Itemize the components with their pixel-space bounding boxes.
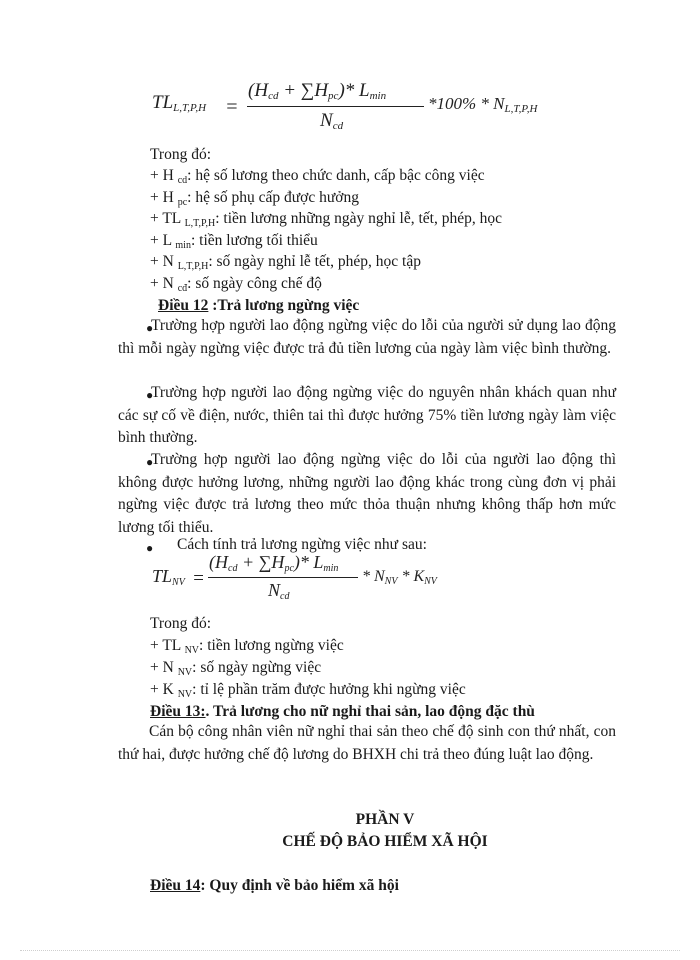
- where-title-2: Trong đó:: [150, 615, 212, 632]
- formula2-tail: * $N_{NV} * K_{NV}$: [362, 568, 437, 587]
- bullet-icon: ●: [146, 455, 154, 469]
- where-item-description: : hệ số lương theo chức danh, cấp bậc công việc: [187, 167, 485, 184]
- article-12-label: Điều 12: [158, 297, 209, 314]
- where-item-description: : tỉ lệ phần trăm được hưởng khi ngừng việc: [192, 681, 466, 698]
- where-item: [150, 680, 466, 700]
- where-item-description: : số ngày công chế độ: [187, 274, 322, 292]
- article-12-bullet-4: Cách tính trả lương ngừng việc như sau:: [177, 536, 427, 553]
- where-item-subscript: L,T,P,H: [184, 218, 216, 229]
- where-item: [150, 274, 322, 294]
- bullet-icon: ●: [146, 541, 154, 555]
- where-item-subscript: NV: [177, 667, 193, 678]
- where-item-symbol: + H: [150, 167, 174, 184]
- where-item-symbol: + N: [150, 253, 174, 270]
- where-item: [150, 188, 359, 208]
- part-subheading: CHẾ ĐỘ BẢO HIỂM XÃ HỘI: [282, 833, 488, 850]
- where-item-description: : tiền lương ngừng việc: [199, 637, 344, 654]
- article-13-heading: [150, 702, 535, 722]
- where-item-symbol: + K: [150, 681, 174, 698]
- formula2-fraction-bar: [208, 577, 358, 578]
- where-item: [150, 209, 502, 229]
- where-item-symbol: + H: [150, 188, 174, 206]
- article-14-title: : Quy định về bảo hiểm xã hội: [200, 877, 399, 894]
- where-item-symbol: + N: [150, 659, 174, 676]
- formula1-tail: $*100\% * N_{L,T,P,H}$: [428, 94, 538, 115]
- article-12-bullet-3: Trường hợp người lao động ngừng việc do lỗi của người lao động thì không được hưởng lương, những người lao động khác trong cùng đơn vị phải ngừng việc được trả lương theo mức thỏa thuận nhưng không thấp hơn mức lương tối thiểu.: [118, 451, 616, 536]
- article-12-bullet-1: Trường hợp người lao động ngừng việc do lỗi của người sử dụng lao động thì mỗi ngày ngừng việc được trả đủ tiền lương của ngày làm việc bình thường.: [118, 317, 616, 357]
- article-14-label: Điều 14: [150, 877, 201, 894]
- where-item-subscript: pc: [177, 196, 188, 208]
- where-item: [150, 658, 321, 678]
- part-heading: PHẦN V: [355, 811, 415, 828]
- article-13-title: . Trả lương cho nữ nghỉ thai sản, lao động đặc thù: [205, 703, 535, 720]
- where-item-description: : hệ số phụ cấp được hưởng: [187, 188, 359, 206]
- where-item-subscript: min: [175, 239, 191, 251]
- where-title-1: Trong đó:: [150, 146, 212, 163]
- formula2-numerator: $(H_{cd} + \sum H_{pc})*$ $L_{min}$: [209, 552, 339, 574]
- where-item-symbol: + TL: [150, 210, 181, 227]
- formula1-numerator: $(H_{cd} + \sum H_{pc})*$ $L_{min}$: [248, 80, 387, 102]
- where-item-subscript: NV: [177, 689, 193, 700]
- page-bottom-divider: [20, 950, 680, 951]
- article-12-heading: [158, 296, 359, 316]
- where-item-description: : tiền lương tối thiểu: [190, 231, 318, 249]
- bullet-icon: ●: [146, 388, 154, 402]
- formula2-denominator: $N_{cd}$: [268, 580, 290, 602]
- formula1-lhs: $TL_{L,T,P,H}$: [152, 92, 207, 114]
- where-item: [150, 231, 318, 251]
- where-item-subscript: cd: [177, 175, 188, 186]
- article-12-bullet-2: Trường hợp người lao động ngừng việc do nguyên nhân khách quan như các sự cố về điện, nước, thiên tai thì được hưởng 75% tiền lương ngày làm việc bình thường.: [118, 384, 616, 446]
- where-item: [150, 636, 344, 656]
- where-item-symbol: + L: [150, 231, 172, 249]
- where-item-description: : tiền lương những ngày nghỉ lễ, tết, phép, học: [215, 210, 502, 227]
- formula2-lhs: $TL_{NV}$: [152, 566, 185, 588]
- article-12-title: :Trả lương ngừng việc: [208, 297, 360, 314]
- formula1-denominator: $N_{cd}$: [320, 110, 344, 132]
- where-item-symbol: + N: [150, 274, 174, 292]
- article-13-body: Cán bộ công nhân viên nữ nghỉ thai sản theo chế độ sinh con thứ nhất, con thứ hai, được hưởng chế độ lương do BHXH chi trả theo đúng luật lao động.: [118, 723, 616, 763]
- where-item: [150, 252, 421, 272]
- where-item-symbol: + TL: [150, 637, 181, 654]
- where-item-description: : số ngày ngừng việc: [192, 659, 322, 676]
- document-page: $TL_{L,T,P,H}$ = $(H_{cd} + \sum H_{pc})*$ $L_{min}$ $N_{cd}$ $*100\% * N_{L,T,P,H}$ Trong đó: + H $_{cd}$: hệ số lương theo chức danh, cấp bậc công việc + H $_{pc}$: hệ số phụ cấp được hưởng + TL $_{L,T,P,H}$: tiền lương những ngày nghỉ lễ, tết, phép, học + L $_{min}$: tiền lương tối thiểu + N $_{L,T,P,H}$: số ngày nghỉ lễ tết, phép, học tập + N $_{cđ}$: số ngày công chế độ Điều 12 :Trả lương ngừng việc ● Trường hợp người lao động ngừng việc do lỗi của người sử dụng lao động thì mỗi ngày ngừng việc được trả đủ tiền lương của ngày làm việc bình thường. ● Trường hợp người lao động ngừng việc do nguyên nhân khách quan như các sự cố về điện, nước, thiên tai thì được hưởng 75% tiền lương ngày làm việc bình thường. ● Trường hợp người lao động ngừng việc do lỗi của người lao động thì không được hưởng lương, những người lao động khác trong cùng đơn vị phải ngừng việc được trả lương theo mức thỏa thuận nhưng không thấp hơn mức lương tối thiểu. ● Cách tính trả lương ngừng việc như sau: $TL_{NV}$ = $(H_{cd} + \sum H_{pc})*$ $L_{min}$ $N_{cd}$ * $N_{NV} * K_{NV}$ Trong đó: + TL $_{NV}$: tiền lương ngừng việc + N $_{NV}$: số ngày ngừng việc + K $_{NV}$: tỉ lệ phần trăm được hưởng khi ngừng việc Điều 13:. Trả lương cho nữ nghỉ thai sản, lao động đặc thù Cán bộ công nhân viên nữ nghỉ thai sản theo chế độ sinh con thứ nhất, con thứ hai, được hưởng chế độ lương do BHXH chi trả theo đúng luật lao động. PHẦN V CHẾ ĐỘ BẢO HIỂM XÃ HỘI Điều 14: Quy định về bảo hiểm xã hội: [0, 0, 700, 960]
- where-item: [150, 166, 485, 186]
- article-13-label: Điều 13:: [150, 703, 206, 720]
- where-item-subscript: cđ: [177, 282, 188, 294]
- where-item-description: : số ngày nghỉ lễ tết, phép, học tập: [208, 253, 421, 270]
- where-item-subscript: NV: [184, 645, 200, 656]
- formula1-fraction-bar: [247, 106, 424, 107]
- article-14-heading: [150, 876, 399, 896]
- where-item-subscript: L,T,P,H: [177, 261, 209, 272]
- bullet-icon: ●: [146, 321, 154, 335]
